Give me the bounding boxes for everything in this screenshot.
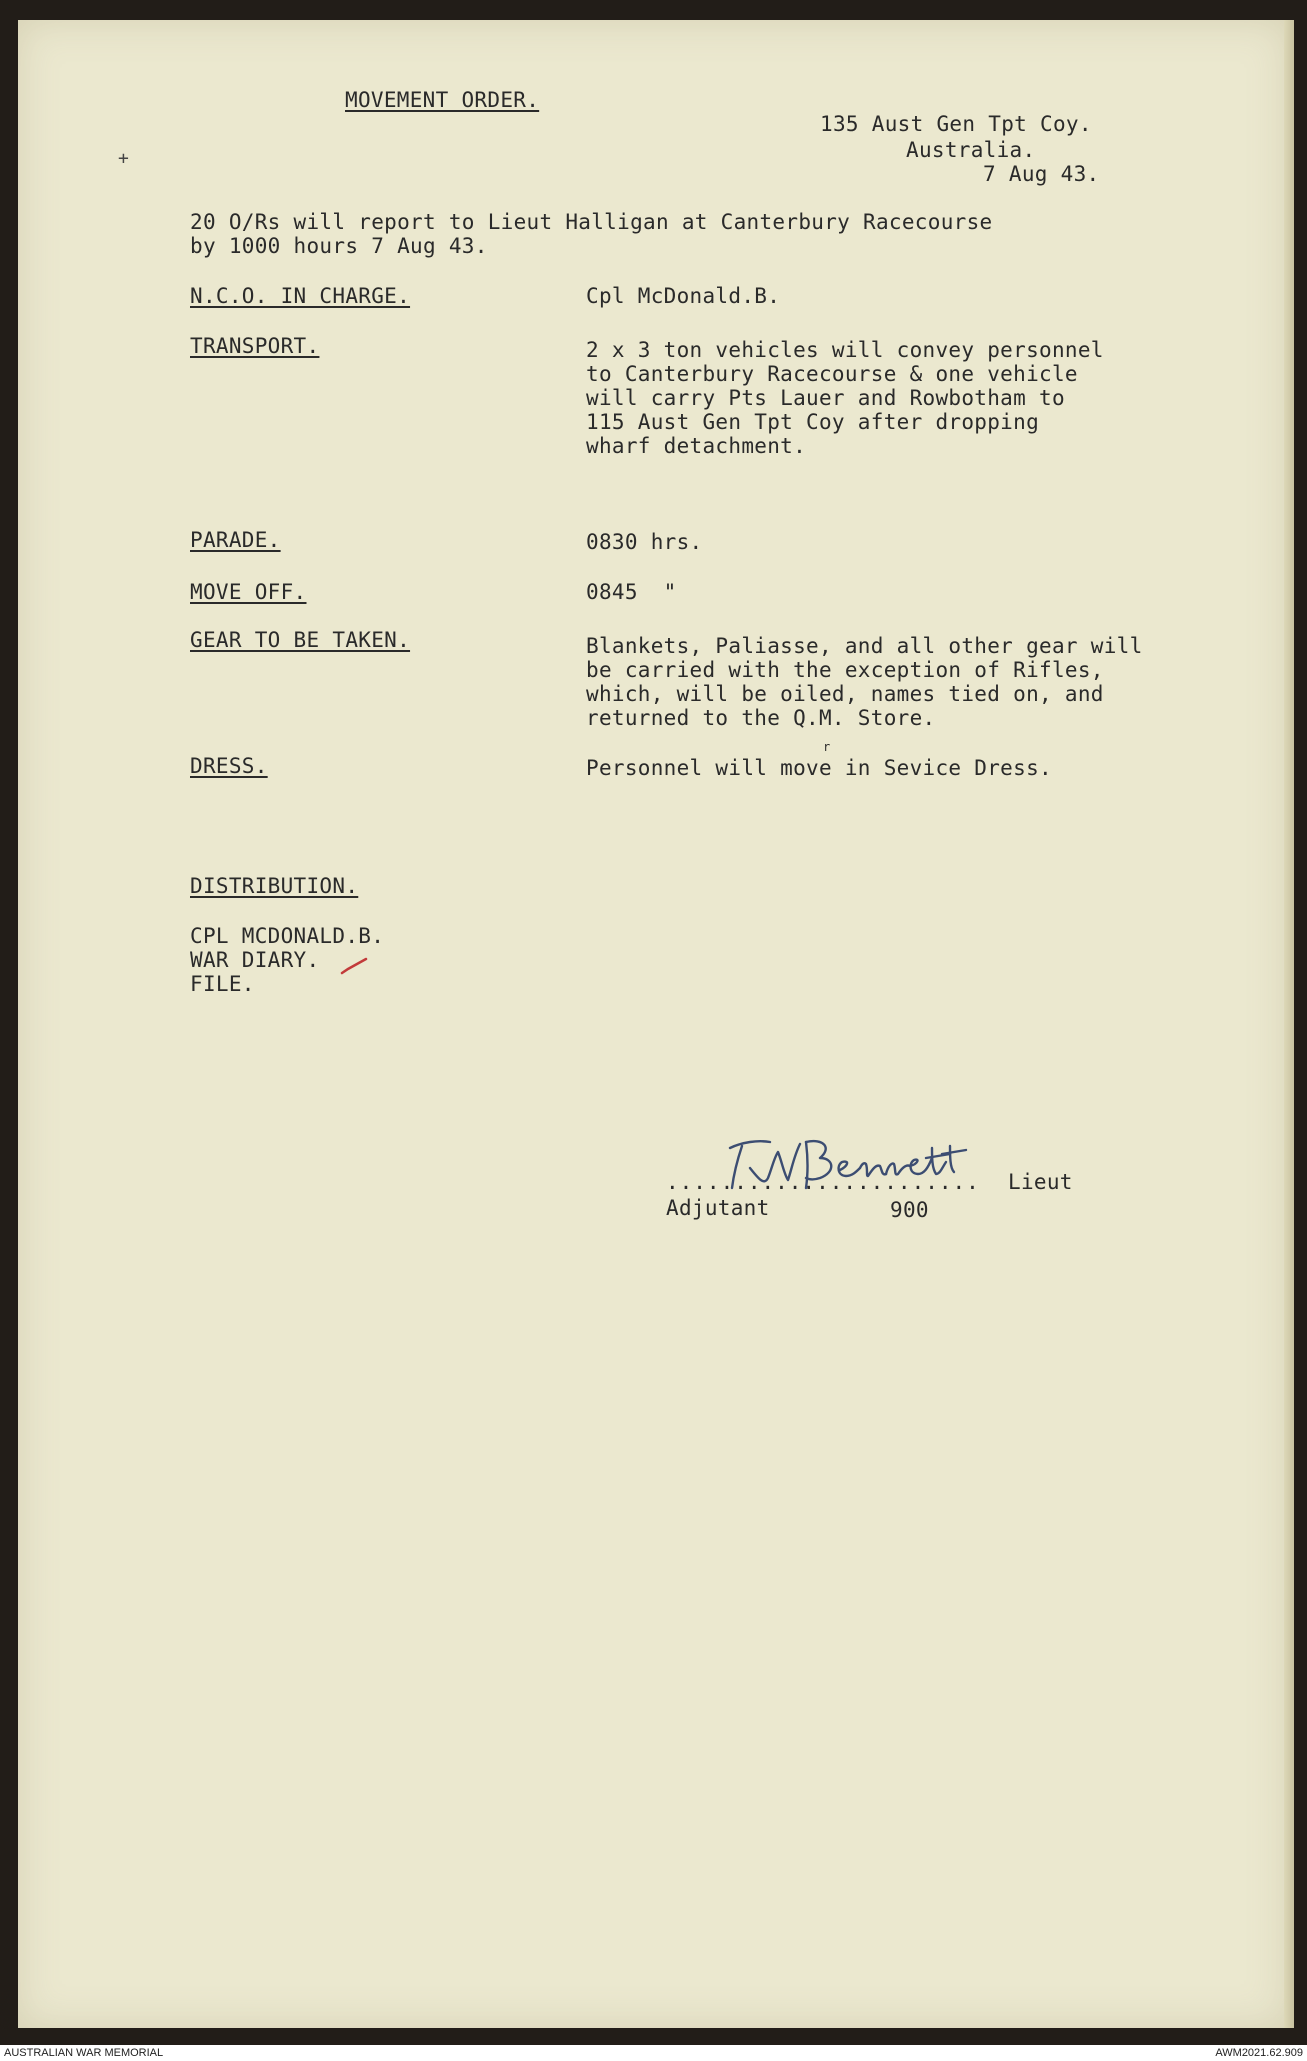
distribution-item: FILE. [190,972,255,996]
intro-line-1: 20 O/Rs will report to Lieut Halligan at Canterbury Racecourse [190,210,993,234]
document-date: 7 Aug 43. [983,162,1100,186]
section-label-gear: GEAR TO BE TAKEN. [190,628,411,652]
transport-line: 115 Aust Gen Tpt Coy after dropping [586,410,1040,434]
section-label-move-off: MOVE OFF. [190,580,307,604]
footer-bar [0,2045,1307,2061]
signature-rank: Lieut [1008,1170,1073,1194]
intro-line-2: by 1000 hours 7 Aug 43. [190,234,488,258]
pin-mark: + [118,148,129,169]
transport-line: 2 x 3 ton vehicles will convey personnel [586,338,1104,362]
gear-line: which, will be oiled, names tied on, and [586,682,1104,706]
signature-role: Adjutant [666,1196,770,1220]
document-title: MOVEMENT ORDER. [345,88,540,112]
section-label-parade: PARADE. [190,528,281,552]
transport-line: will carry Pts Lauer and Rowbotham to [586,386,1065,410]
section-label-dress: DRESS. [190,754,268,778]
transport-line: wharf detachment. [586,434,807,458]
paper-sheet [18,20,1288,2028]
unit-name: 135 Aust Gen Tpt Coy. [820,112,1092,136]
distribution-item: CPL MCDONALD.B. [190,924,385,948]
footer-left-text: AUSTRALIAN WAR MEMORIAL [4,2047,164,2059]
move-off-value: 0845 " [586,580,677,604]
gear-line: be carried with the exception of Rifles, [586,658,1104,682]
footer-right-text: AWM2021.62.909 [1215,2047,1303,2059]
section-label-nco: N.C.O. IN CHARGE. [190,284,411,308]
distribution-label: DISTRIBUTION. [190,874,359,898]
signature-number: 900 [890,1198,929,1222]
distribution-item: WAR DIARY. [190,948,320,972]
gear-line: returned to the Q.M. Store. [586,706,936,730]
location: Australia. [906,138,1036,162]
signature-line: ....................... [666,1170,980,1194]
section-label-transport: TRANSPORT. [190,334,320,358]
paper-edge [1284,20,1294,2028]
parade-value: 0830 hrs. [586,530,703,554]
nco-value: Cpl McDonald.B. [586,284,781,308]
dress-value: Personnel will move in Sevice Dress. [586,756,1052,780]
check-mark-icon [340,957,370,977]
gear-line: Blankets, Paliasse, and all other gear will [586,634,1143,658]
transport-line: to Canterbury Racecourse & one vehicle [586,362,1078,386]
dress-insert-mark: r [823,740,831,754]
